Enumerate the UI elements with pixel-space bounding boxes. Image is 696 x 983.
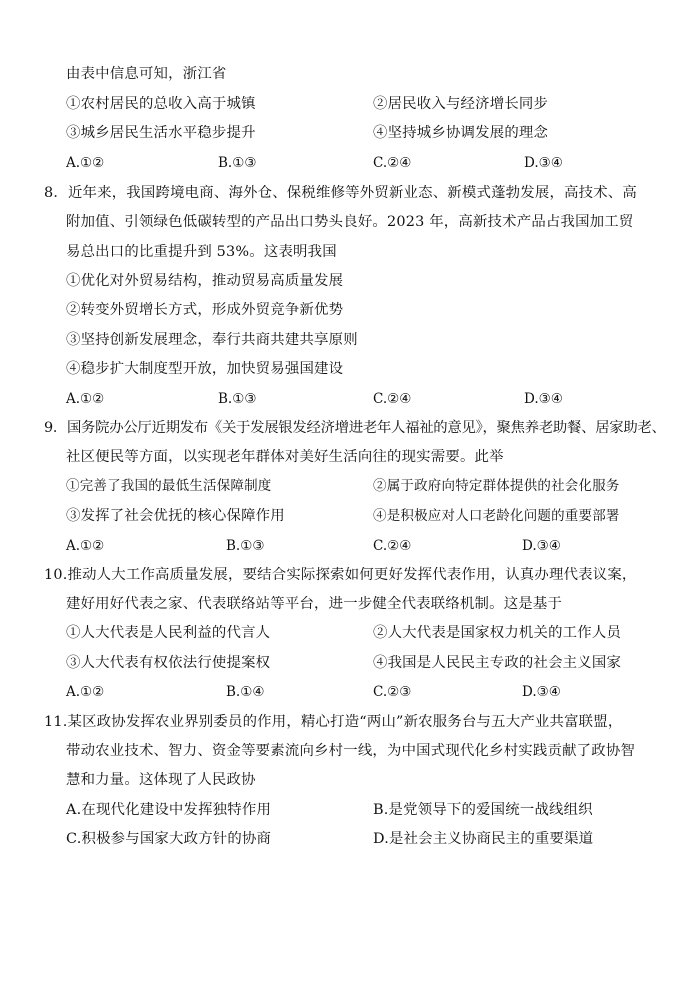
q7-option-c: C.②④ <box>373 155 412 171</box>
q10-stem-line-1: 10.推动人大工作高质量发展，要结合实际探索如何更好发挥代表作用，认真办理代表议案， <box>44 567 637 583</box>
q11-stem-line-3: 慧和力量。这体现了人民政协 <box>66 772 256 788</box>
q8-item-2: ②转变外贸增长方式，形成外贸竞争新优势 <box>66 302 344 318</box>
q9-stem-line-2: 社区便民等方面，以实现老年群体对美好生活向往的现实需要。此举 <box>66 449 504 465</box>
q8-stem-line-3: 易总出口的比重提升到 53%。这表明我国 <box>66 244 337 260</box>
q8-option-c: C.②④ <box>373 391 412 407</box>
q7-stem: 由表中信息可知，浙江省 <box>66 66 227 82</box>
q9-option-b: B.①③ <box>226 538 265 554</box>
q10-item-4: ④我国是人民民主专政的社会主义国家 <box>373 655 622 671</box>
q11-stem-line-1: 11.某区政协发挥农业界别委员的作用，精心打造“两山”新农服务台与五大产业共富联盟， <box>44 714 623 730</box>
q10-option-c: C.②③ <box>373 684 412 700</box>
q7-option-d: D.③④ <box>524 155 563 171</box>
q7-option-a: A.①② <box>66 155 105 171</box>
q8-item-3: ③坚持创新发展理念，奉行共商共建共享原则 <box>66 332 358 348</box>
q7-option-b: B.①③ <box>218 155 257 171</box>
q10-item-3: ③人大代表有权依法行使提案权 <box>66 655 271 671</box>
q9-option-a: A.①② <box>66 538 105 554</box>
q8-item-1: ①优化对外贸易结构，推动贸易高质量发展 <box>66 273 344 289</box>
q9-item-3: ③发挥了社会优抚的核心保障作用 <box>66 508 285 524</box>
q11-option-b: B.是党领导下的爱国统一战线组织 <box>373 802 593 818</box>
q7-item-2: ②居民收入与经济增长同步 <box>373 96 549 112</box>
q11-option-d: D.是社会主义协商民主的重要渠道 <box>373 831 594 847</box>
q10-option-b: B.①④ <box>226 684 265 700</box>
q8-stem-line-1: 8．近年来，我国跨境电商、海外仓、保税维修等外贸新业态、新模式蓬勃发展，高技术、高 <box>44 185 637 201</box>
q7-item-4: ④坚持城乡协调发展的理念 <box>373 125 549 141</box>
q8-option-b: B.①③ <box>218 391 257 407</box>
q10-item-1: ①人大代表是人民利益的代言人 <box>66 625 271 641</box>
q11-option-c: C.积极参与国家大政方针的协商 <box>66 831 272 847</box>
q9-item-2: ②属于政府向特定群体提供的社会化服务 <box>373 478 620 494</box>
q9-stem-line-1: 9．国务院办公厅近期发布《关于发展银发经济增进老年人福祉的意见》，聚焦养老助餐、居家助老、 <box>44 420 666 436</box>
q9-option-c: C.②④ <box>373 538 412 554</box>
q10-option-a: A.①② <box>66 684 105 700</box>
q7-item-1: ①农村居民的总收入高于城镇 <box>66 96 256 112</box>
q10-item-2: ②人大代表是国家权力机关的工作人员 <box>373 625 622 641</box>
q7-item-3: ③城乡居民生活水平稳步提升 <box>66 125 256 141</box>
q8-option-a: A.①② <box>66 391 105 407</box>
q10-stem-line-2: 建好用好代表之家、代表联络站等平台，进一步健全代表联络机制。这是基于 <box>66 596 563 612</box>
q11-option-a: A.在现代化建设中发挥独特作用 <box>66 802 272 818</box>
q11-stem-line-2: 带动农业技术、智力、资金等要素流向乡村一线，为中国式现代化乡村实践贡献了政协智 <box>66 743 636 759</box>
q8-item-4: ④稳步扩大制度型开放，加快贸易强国建设 <box>66 361 344 377</box>
q10-option-d: D.③④ <box>522 684 561 700</box>
q9-item-1: ①完善了我国的最低生活保障制度 <box>66 478 272 494</box>
q9-option-d: D.③④ <box>522 538 561 554</box>
q8-option-d: D.③④ <box>524 391 563 407</box>
q8-stem-line-2: 附加值、引领绿色低碳转型的产品出口势头良好。2023 年，高新技术产品占我国加工贸 <box>66 214 634 230</box>
q9-item-4: ④是积极应对人口老龄化问题的重要部署 <box>373 508 620 524</box>
